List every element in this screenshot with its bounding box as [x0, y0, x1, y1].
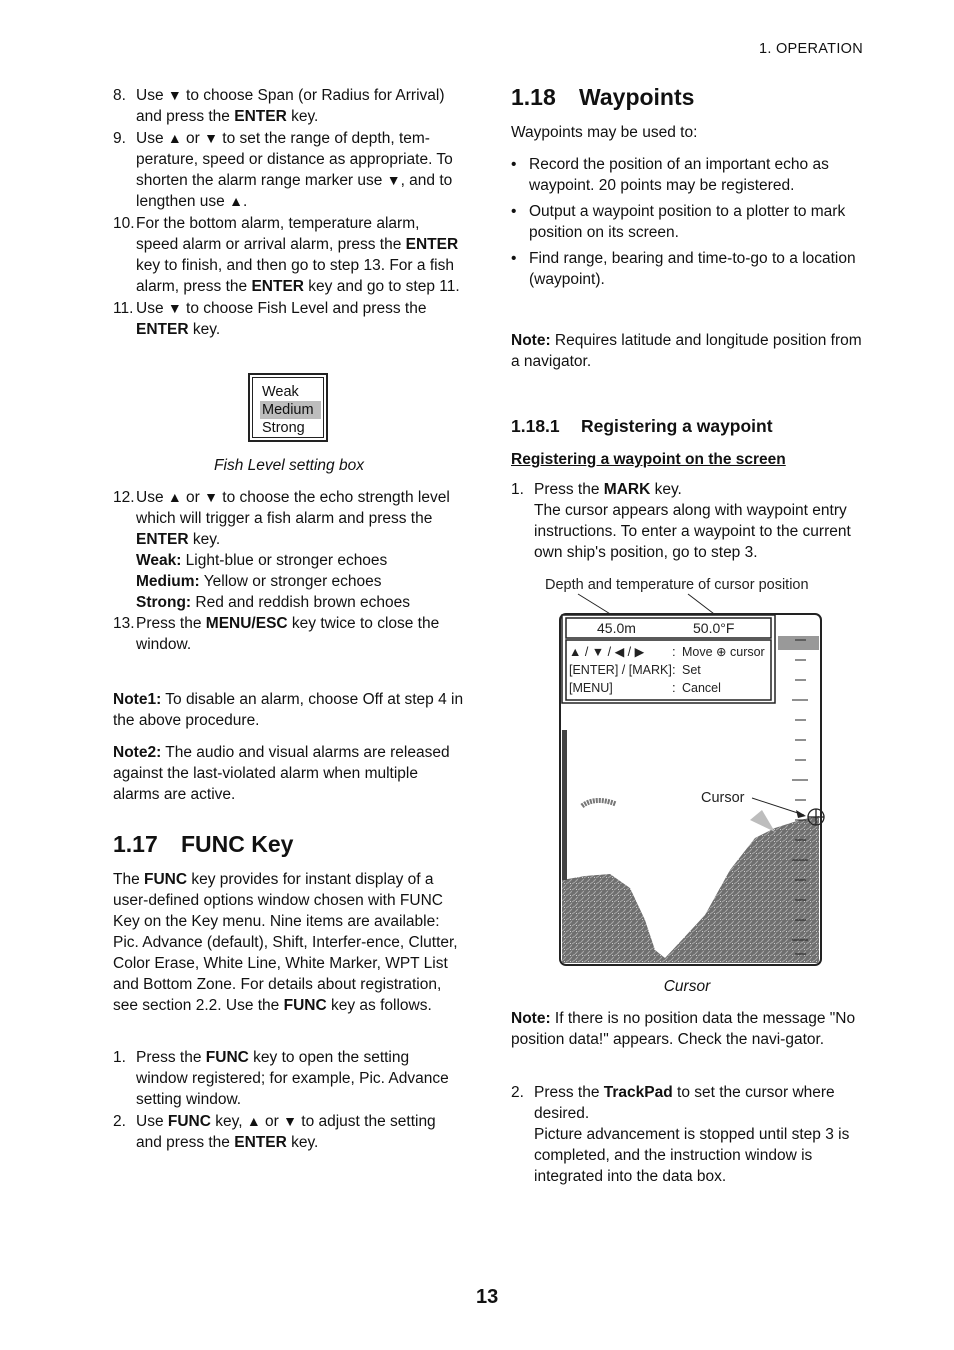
- step-11: 11. Use ▼ to choose Fish Level and press the ENTER key.: [113, 300, 427, 338]
- note1: Note1: To disable an alarm, choose Off at step 4 in the above procedure.: [113, 691, 464, 729]
- waypoint-uses-list: [511, 154, 863, 295]
- func-steps: [113, 1047, 465, 1153]
- depth-readout: 45.0m: [597, 620, 636, 636]
- bullet-item: • Find range, bearing and time-to-go to a location (waypoint).: [511, 250, 856, 288]
- fish-box-caption: Fish Level setting box: [214, 457, 364, 474]
- strength-weak: Weak: Light-blue or stronger echoes: [136, 552, 388, 569]
- svg-text::: :: [672, 680, 676, 695]
- up-arrow-icon: ▲: [229, 193, 243, 209]
- note-no-position: Note: If there is no position data the message "No position data!" appears. Check the navi-gator.: [511, 1010, 856, 1048]
- note2: Note2: The audio and visual alarms are released against the last-violated alarm when multiple alarms are active.: [113, 744, 450, 803]
- bullet-item: • Record the position of an important echo as waypoint. 20 points may be registered.: [511, 156, 829, 194]
- cursor-display-figure: [530, 570, 850, 970]
- func-key-heading: 1.17 FUNC Key: [113, 831, 294, 857]
- running-header: 1. OPERATION: [758, 41, 863, 57]
- figure-caption: Cursor: [663, 978, 711, 995]
- strength-strong: Strong: Red and reddish brown echoes: [136, 594, 410, 611]
- down-arrow-icon: ▼: [204, 130, 218, 146]
- register-step-2: 2. Press the TrackPad to set the cursor where desired. Picture advancement is stopped until step 3 is completed, and the instruction window is integrated into the data box.: [511, 1084, 850, 1185]
- step-13: 13. Press the MENU/ESC key twice to close the window.: [113, 615, 440, 653]
- step-8: 8. Use ▼ to choose Span (or Radius for Arrival) and press the ENTER key.: [113, 87, 445, 125]
- down-arrow-icon: ▼: [204, 489, 218, 505]
- bullet-item: • Output a waypoint position to a plotter to mark position on its screen.: [511, 203, 846, 241]
- waypoints-intro: Waypoints may be used to:: [511, 124, 698, 141]
- strength-medium: Medium: Yellow or stronger echoes: [136, 573, 382, 590]
- registering-on-screen-subheading: Registering a waypoint on the screen: [511, 451, 786, 468]
- page-number: 13: [476, 1286, 499, 1308]
- depth-temp-label: Depth and temperature of cursor position: [545, 577, 809, 593]
- crosshair-cursor-icon: [808, 809, 824, 825]
- up-arrow-icon: ▲: [167, 489, 182, 505]
- waypoints-heading: 1.18 Waypoints: [511, 84, 695, 110]
- key-arrows: ▲ / ▼ / ◀ / ▶: [569, 645, 645, 659]
- step-10: 10. For the bottom alarm, temperature alarm, speed alarm or arrival alarm, press the ENTER key to finish, and then go to step 13. For a fish alarm, press the ENTER key and go to step 11.: [113, 215, 460, 295]
- register-step-1: 1. Press the MARK key. The cursor appears along with waypoint entry instructions. To enter a waypoint to the current own ship's position, go to step 3.: [511, 481, 851, 561]
- key-enter-mark: [ENTER] / [MARK]: [569, 663, 672, 677]
- action-set: Set: [682, 663, 701, 677]
- option-weak: Weak: [262, 384, 299, 400]
- left-scale-bar: [562, 730, 567, 880]
- step-9: 9. Use ▲ or ▼ to set the range of depth, tem-perature, speed or distance as appropriate. To shorten the alarm range marker use ▼, and to lengthen use ▲.: [113, 130, 453, 210]
- svg-text::: :: [672, 644, 676, 659]
- option-strong: Strong: [262, 420, 305, 436]
- step-12: 12. Use ▲ or ▼ to choose the echo strength level which will trigger a fish alarm and press the ENTER key.: [113, 489, 450, 548]
- option-medium-selected: Medium: [260, 401, 321, 419]
- registering-waypoint-heading: 1.18.1 Registering a waypoint: [511, 416, 773, 436]
- down-arrow-icon: ▼: [167, 300, 182, 316]
- steps-12-13: [113, 487, 465, 655]
- note-position-required: Note: Requires latitude and longitude position from a navigator.: [511, 332, 862, 370]
- down-arrow-icon: ▼: [167, 87, 182, 103]
- key-menu: [MENU]: [569, 681, 613, 695]
- temperature-readout: 50.0°F: [693, 620, 735, 636]
- func-step-1: 1. Press the FUNC key to open the setting window registered; for example, Pic. Advance setting window.: [113, 1049, 449, 1108]
- func-body: The FUNC key provides for instant display of a user-defined options window chosen with FUNC Key on the Key menu. Nine items are available: Pic. Advance (default), Shift, Interfer-ence, Clutter, Color Erase, White Line, White Marker, WPT List and Bottom Zone. For details about registration, see section 2.2. Use the FUNC key as follows.: [113, 871, 458, 1014]
- down-arrow-icon: ▼: [283, 1113, 297, 1129]
- fish-level-setting-box: [248, 373, 328, 442]
- alarm-steps-list: [113, 85, 465, 340]
- svg-text::: :: [672, 662, 676, 677]
- action-move-cursor: Move ⊕ cursor: [682, 645, 765, 659]
- scale-top-band: [778, 636, 819, 650]
- action-cancel: Cancel: [682, 681, 721, 695]
- cursor-label: Cursor: [701, 790, 745, 806]
- up-arrow-icon: ▲: [246, 1113, 261, 1129]
- up-arrow-icon: ▲: [167, 130, 182, 146]
- down-arrow-icon: ▼: [386, 172, 401, 188]
- func-step-2: 2. Use FUNC key, ▲ or ▼ to adjust the setting and press the ENTER key.: [113, 1113, 436, 1151]
